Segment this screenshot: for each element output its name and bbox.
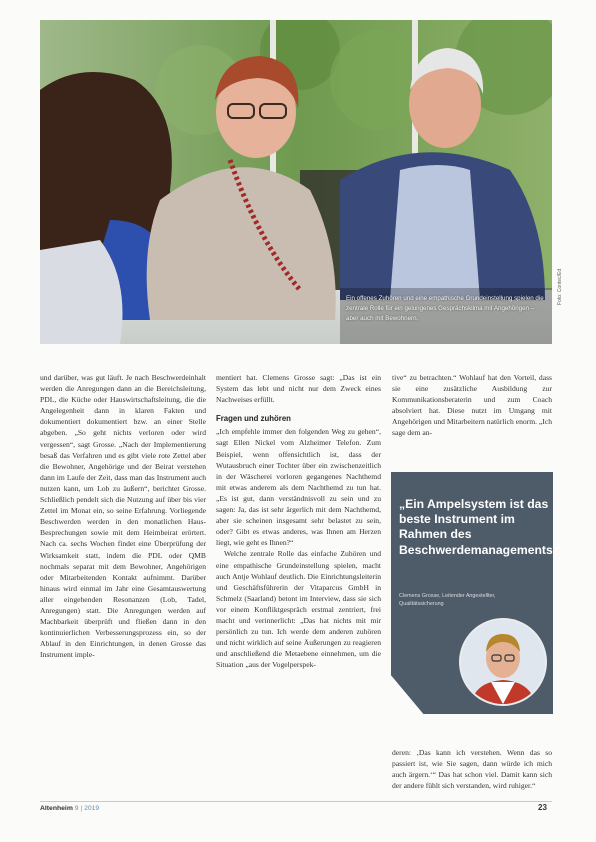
page-number: 23: [538, 803, 547, 812]
column-2: [216, 372, 381, 670]
column-3-top: [392, 372, 552, 439]
column-3-text-b: deren: ‚Das kann ich verstehen. Wenn das so passiert ist, wie Sie sagen, dann würde ich mich auch ärgern.‘“ Das hat schon viel. Damit kann sich der andere fühlt sich verstanden, wird ruhiger.“: [392, 748, 552, 791]
column-2-text-a: mentiert hat. Clemens Grosse sagt: „Das ist ein System das lebt und nicht nur dem Zweck eines Nachweises erfüllt.: [216, 373, 381, 405]
footer-divider: [40, 801, 552, 802]
magazine-issue: 9 | 2019: [74, 805, 100, 812]
section-subhead: Fragen und zuhören: [216, 414, 291, 424]
photo-credit: Foto: Contec/Ed: [557, 268, 563, 305]
portrait-illustration: [461, 620, 545, 704]
magazine-name: Altenheim: [40, 805, 73, 812]
column-1: [40, 372, 206, 660]
author-portrait: [459, 618, 547, 706]
column-1-text: und darüber, was gut läuft. Je nach Beschwerdeinhalt werden die Anregungen dann an die Bereichsleitung, PDL, die Küche oder Hauswirtschaftsleitung, die die Angelegenheit dann in klaren Fakten und dokumentiert dokumentiert bzw. an einer Stelle abgeben. „So geht nichts verloren oder wird vergessen“, sagt Grosse. „Nach der Implementierung besaß das Verfahren und es gibt viele rote Zettel aber die Bewohner, Angehörige und der Beirat verstehen dann im Laufe der Zeit, dass man das Instrument auch nutzen kann, um Lob zu äußern“, berichtet Grosse. Schließlich pendelt sich die Nutzung auf über bis vier Zettel im Monat ein, so seine Erfahrung. Vorliegende Beschwerden werden in den monatlichen Haus-Besprechungen sowie mit dem Heimbeirat erörtert. Nach ca. sechs Wochen findet eine Überprüfung der Wirksamkeit statt, indem die PDL oder QMB nochmals separat mit dem Bewohner, Angehörigen oder Mitarbeitenden Kontakt aufnimmt. Darüber hinaus wird einmal im Jahr eine Gesamtauswertung aller eingehenden Resonanzen (Lob, Tadel, Anregungen) statt. Die Anregungen werden auf Machbarkeit überprüft und fließen dann in den kontinuierlichen Verbesserungsprozess ein, so der Ablauf in den Einrichtungen, in denen Grosse das Instrument imple-: [40, 373, 206, 660]
column-2-text-c: Welche zentrale Rolle das einfache Zuhören und eine empathische Grundeinstellung spielen, macht auch Antje Wohlauf deutlich. Die Einrichtungsleiterin und Geschäftsführerin der Vitaparcus GmbH in Schmelz (Saarland) betont im Interview, dass sie sich vor einem Konfliktgespräch erstmal zentriert, frei macht und verinnerlicht: „Das hat nichts mit mir persönlich zu tun. Ich werde dem anderen zuhören und nicht wirklich auf seine Äußerungen zu reagieren und anschließend die Metaebene einnehmen, um die Situation „aus der Vogelperspek-: [216, 549, 381, 670]
column-2-text-b: „Ich empfehle immer den folgenden Weg zu gehen“, sagt Ellen Nickel vom Alzheimer Telefon. Zum Beispiel, wenn offensichtlich ist, dass der Wutausbruch einer Tochter über ein zwischenzeitlich in der Wäscherei vorloren gegangenes Nachthemd mit etwas anderem als dem Nachthemd zu tun hat. „Es ist gut, dann verständnisvoll zu sein und zu sagen: Ja, das ist sehr ärgerlich mit dem Nachthemd, aber sie scheinen insgesamt sehr belastet zu sein, oder? Gibt es etwas anderes, was Ihnen am Herzen liegt, wie geht es Ihnen?“: [216, 427, 381, 548]
footer-magazine: [40, 805, 99, 812]
pull-quote-text: „Ein Ampelsystem ist das beste Instrument im Rahmen des Beschwerdemanagements.“: [399, 497, 563, 557]
column-3-text-a: tive“ zu betrachten.“ Wohlauf hat den Vorteil, dass sie eine zusätzliche Ausbildung zur Kommunikationsberaterin und zum Coach absolviert hat. Diese nutzt im Umgang mit Angehörigen und Mitarbeitern natürlich enorm. „Ich sage dem an-: [392, 373, 552, 438]
column-3-bottom: [392, 747, 552, 791]
photo-caption: Ein offenes Zuhören und eine empathische Grundeinstellung spielen die zentrale Rolle für ein gelungenes Gesprächsklima mit Angehörigen – aber auch mit Bewohnern.: [346, 295, 544, 322]
pull-quote-author: Clemens Grosse, Leitender Angestellter, Qualitätssicherung: [399, 593, 496, 607]
